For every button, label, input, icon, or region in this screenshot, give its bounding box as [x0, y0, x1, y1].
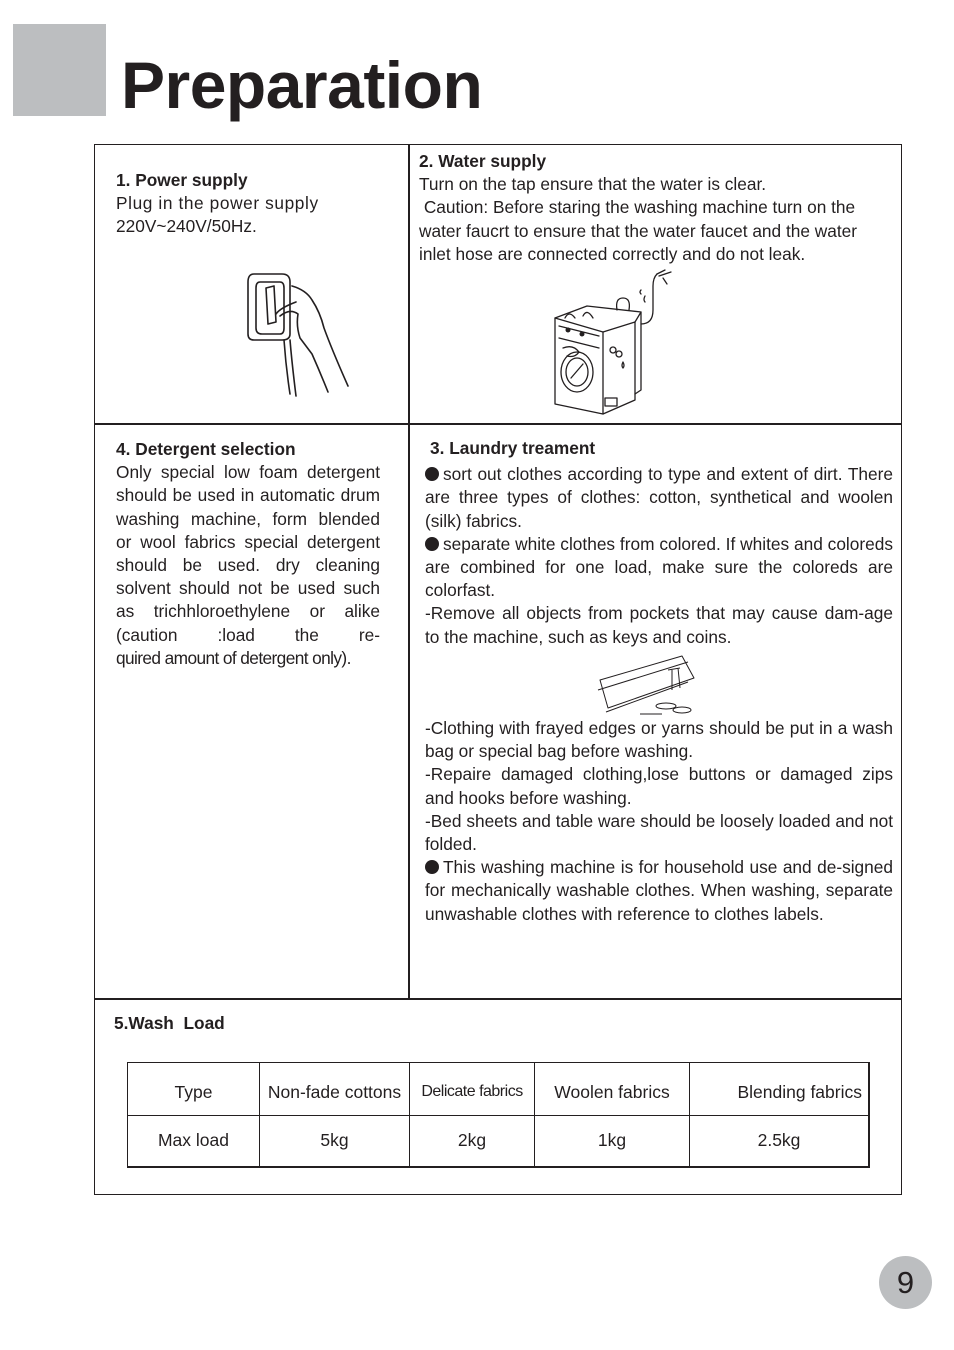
power-line-2: 220V~240V/50Hz. [116, 216, 257, 237]
table-row-max-load [128, 1116, 870, 1168]
row-divider-1 [95, 423, 902, 425]
laundry-bullet-2: separate white clothes from colored. If whites and coloreds are combined for one load, make sure the coloreds are colorfast. [425, 533, 893, 601]
header-gray-square [13, 24, 106, 116]
section-water-supply [419, 150, 889, 266]
column-header: Woolen fabrics [535, 1063, 690, 1116]
column-header: Non-fade cottons [260, 1063, 410, 1116]
wash-load-table [127, 1062, 870, 1168]
detergent-text: Only special low foam detergent should be used in automatic drum washing machine, form blended or wool fabrics special detergent should be used. dry cleaning solvent should not be used such as trichhloroethylene or alike (caution :load the re- [116, 462, 380, 645]
column-header: Blending fabrics [690, 1063, 870, 1116]
washing-machine-illustration [545, 266, 680, 418]
laundry-bedsheets: -Bed sheets and table ware should be loosely loaded and not folded. [425, 810, 893, 855]
water-text-2: Caution: Before staring the washing machine turn on the water faucrt to ensure that the water faucet and the water inlet hose are connected correctly and do not leak. [419, 197, 862, 264]
bullet-icon [425, 467, 439, 481]
laundry-remove: -Remove all objects from pockets that may cause dam-age to the machine, such as keys and coins. [425, 603, 893, 647]
detergent-last-line: quired amount of detergent only). [116, 648, 351, 668]
section-power-supply [116, 169, 356, 239]
section-heading: 4. Detergent selection [116, 439, 296, 459]
page-title: Preparation [121, 48, 483, 122]
table-cell: 1kg [535, 1116, 690, 1168]
pocket-keys-illustration [596, 652, 696, 718]
table-row-type [128, 1063, 870, 1116]
row-label: Max load [128, 1116, 260, 1168]
section-laundry-continued [425, 717, 893, 926]
bullet-icon [425, 537, 439, 551]
section-heading: 1. Power supply [116, 170, 248, 190]
power-line-1: Plug in the power supply [116, 193, 319, 214]
column-divider [408, 145, 410, 998]
row-divider-2 [95, 998, 902, 1000]
table-cell: 2kg [410, 1116, 535, 1168]
table-cell: 5kg [260, 1116, 410, 1168]
section-heading: 3. Laundry treament [430, 438, 596, 458]
column-header: Delicate fabrics [410, 1063, 535, 1116]
wash-load-heading: 5.Wash Load [114, 1013, 225, 1033]
table-cell: 2.5kg [690, 1116, 870, 1168]
laundry-repair: -Repaire damaged clothing,lose buttons or damaged zips and hooks before washing. [425, 764, 893, 808]
laundry-bullet-3: This washing machine is for household use and de-signed for mechanically washable clothes. When washing, separate unwashable clothes with reference to clothes labels. [425, 857, 893, 924]
water-text-1: Turn on the tap ensure that the water is clear. [419, 174, 767, 195]
hand-plug-illustration [240, 268, 355, 400]
section-detergent [116, 438, 380, 647]
laundry-frayed: -Clothing with frayed edges or yarns should be put in a wash bag or special bag before washing. [425, 718, 893, 762]
bullet-icon [425, 860, 439, 874]
section-laundry [425, 437, 893, 649]
section-heading: 2. Water supply [419, 151, 547, 171]
laundry-bullet-1: sort out clothes according to type and extent of dirt. There are three types of clothes: cotton, synthetical and woolen (silk) fabrics. [425, 464, 893, 531]
page-number-badge: 9 [879, 1256, 932, 1309]
row-label: Type [128, 1063, 260, 1116]
